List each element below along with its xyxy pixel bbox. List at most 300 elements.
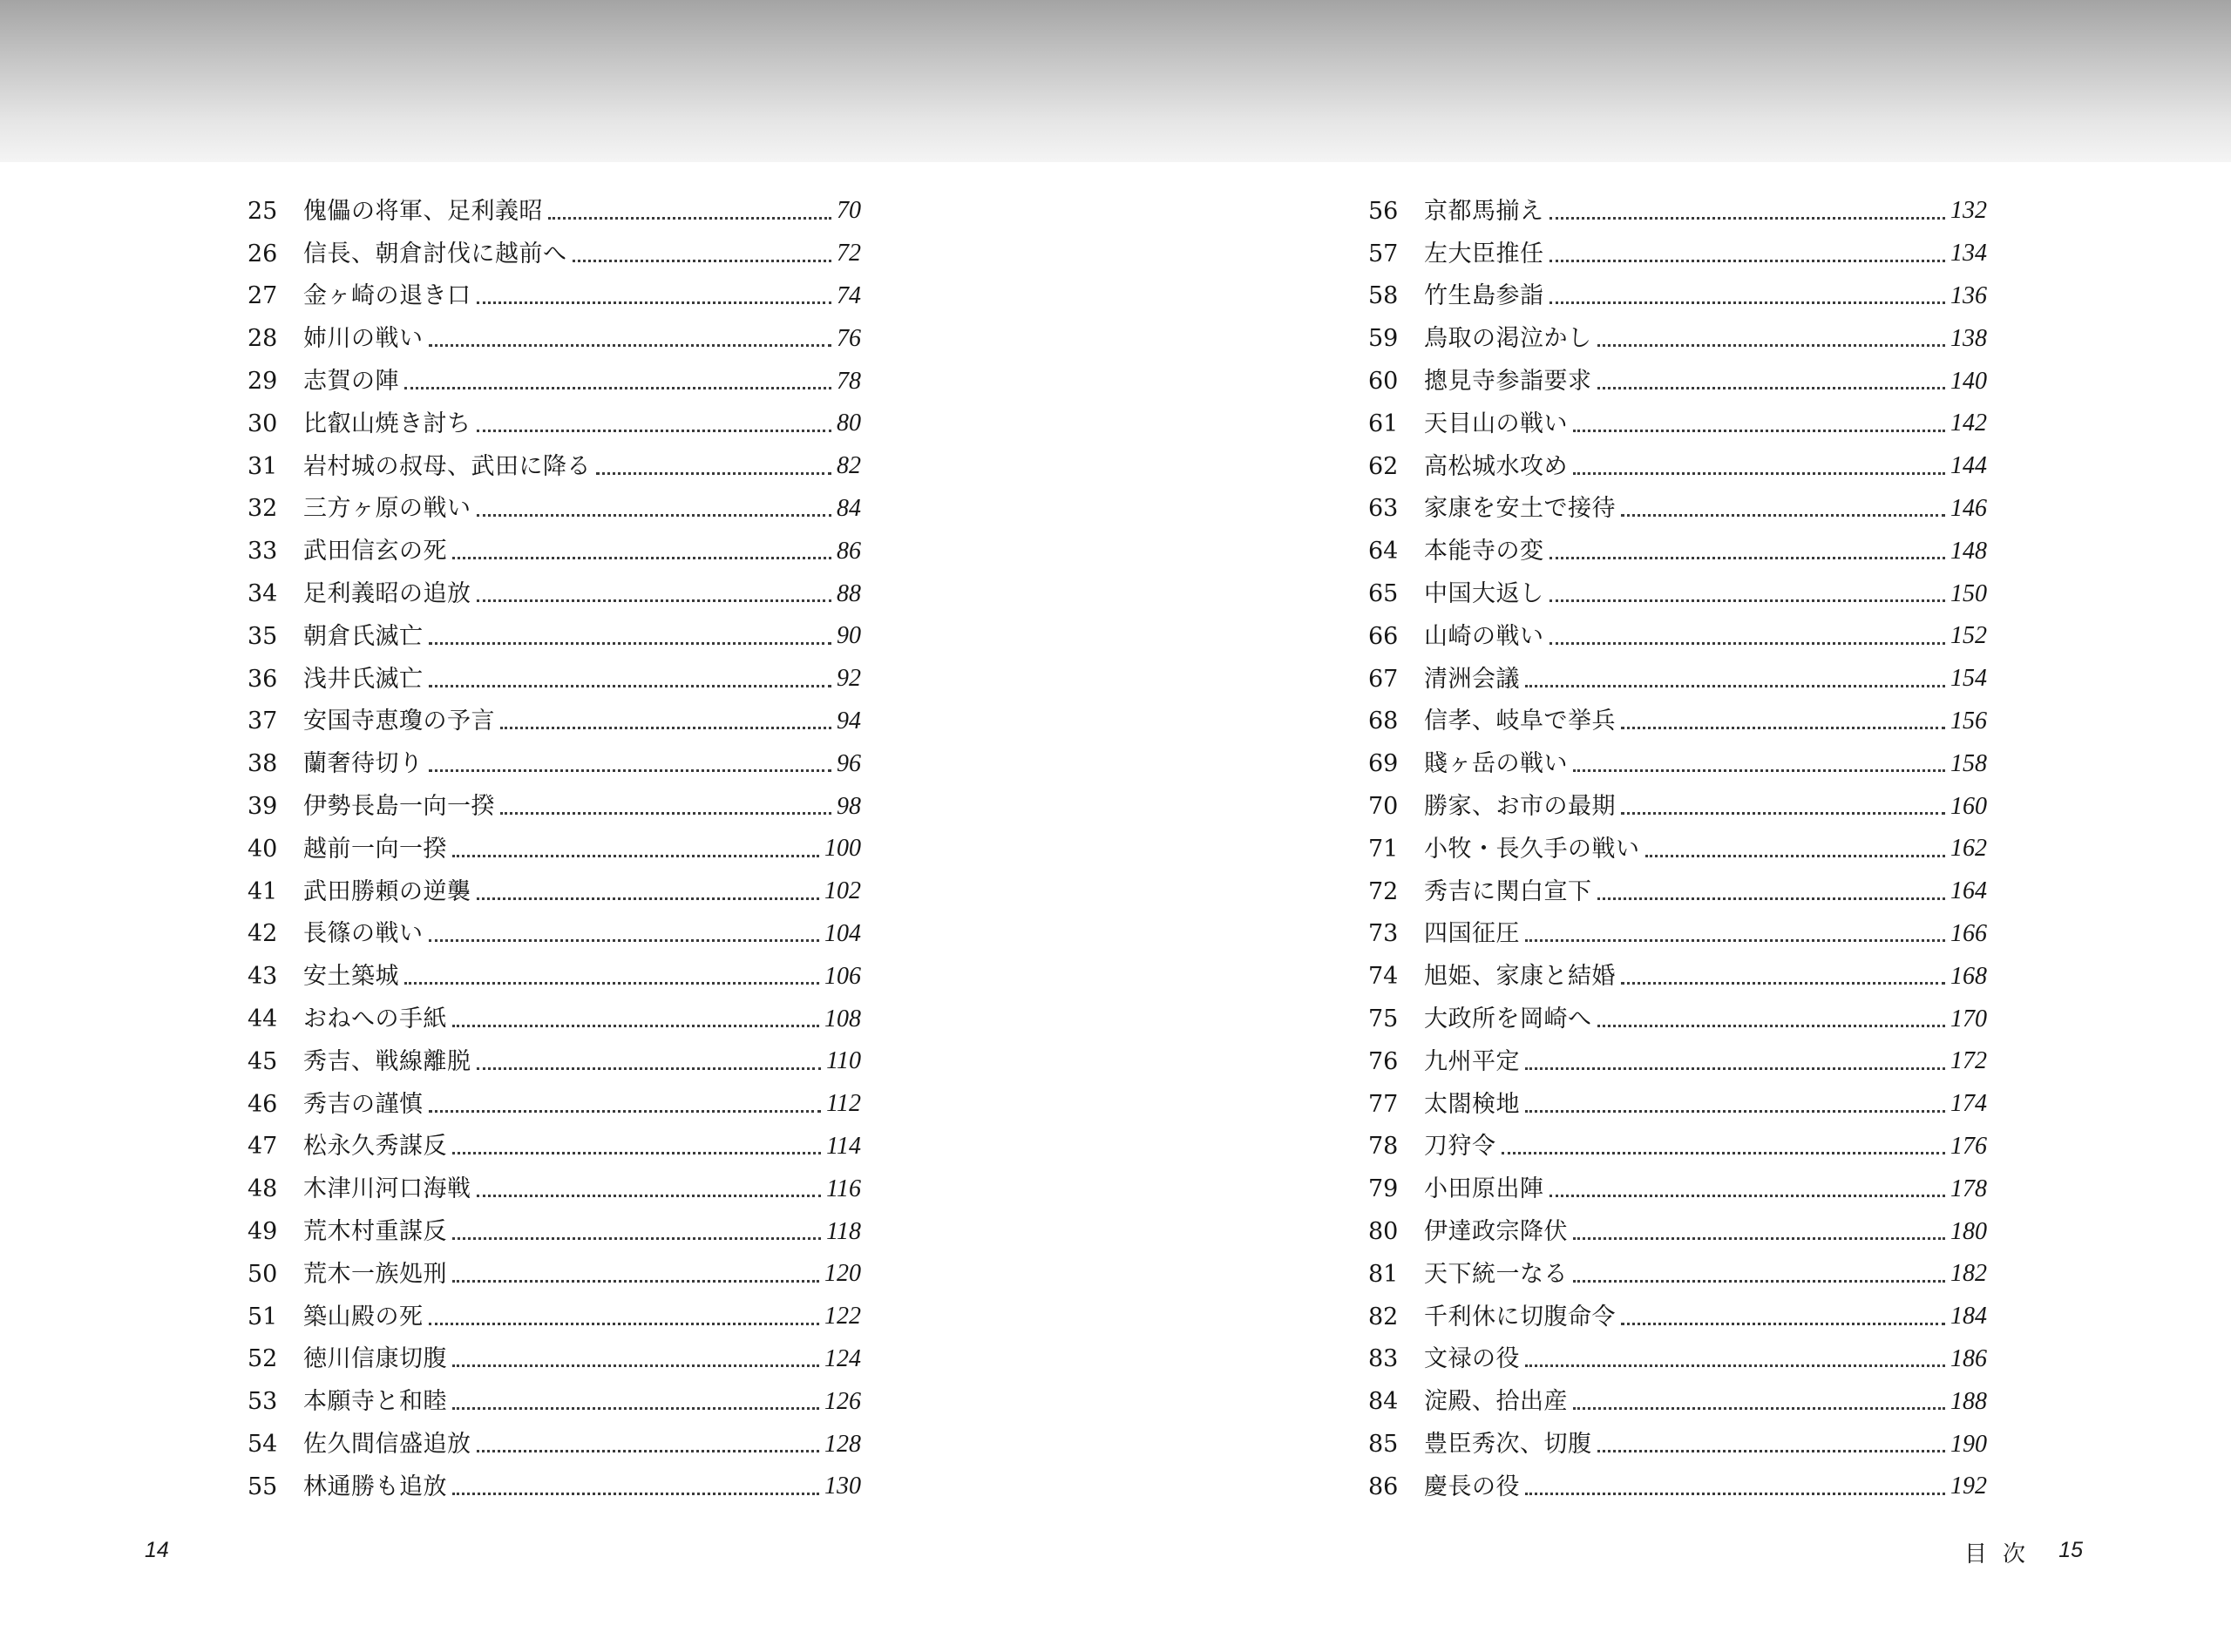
toc-entry-title: 摠見寺参詣要求 bbox=[1424, 368, 1592, 396]
toc-entry-number: 46 bbox=[248, 1090, 278, 1118]
toc-entry-number: 58 bbox=[1368, 282, 1399, 310]
toc-entry-title: 志賀の陣 bbox=[303, 368, 399, 396]
toc-entry-number: 64 bbox=[1368, 538, 1399, 565]
dot-leader bbox=[429, 685, 832, 687]
toc-entry-number: 40 bbox=[248, 835, 278, 863]
toc-entry-title: 武田勝頼の逆襲 bbox=[303, 877, 471, 905]
toc-entry-number: 81 bbox=[1368, 1260, 1399, 1288]
dot-leader bbox=[500, 812, 831, 815]
dot-leader bbox=[1573, 769, 1945, 772]
toc-entry-title: 山崎の戦い bbox=[1424, 622, 1544, 650]
toc-entry-title: 文禄の役 bbox=[1424, 1345, 1520, 1373]
toc-entry-page: 136 bbox=[1950, 281, 1987, 309]
toc-entry-page: 188 bbox=[1950, 1387, 1987, 1415]
toc-entry-page: 160 bbox=[1950, 792, 1987, 820]
toc-entry-title: 岩村城の叔母、武田に降る bbox=[303, 452, 591, 480]
toc-entry bbox=[248, 870, 861, 913]
page-number-left: 14 bbox=[145, 1538, 169, 1562]
dot-leader bbox=[1573, 1407, 1945, 1410]
toc-entry-number: 65 bbox=[1368, 580, 1399, 608]
toc-entry-number: 31 bbox=[248, 452, 278, 480]
toc-entry bbox=[248, 317, 861, 360]
dot-leader bbox=[452, 855, 819, 857]
toc-entry bbox=[1368, 1168, 1987, 1210]
toc-entry-page: 130 bbox=[824, 1473, 861, 1500]
toc-list-left bbox=[248, 190, 861, 1508]
toc-entry bbox=[1368, 955, 1987, 998]
toc-entry-title: 伊勢長島一向一揆 bbox=[303, 793, 495, 821]
toc-entry bbox=[1368, 1296, 1987, 1338]
dot-leader bbox=[452, 1407, 819, 1410]
toc-entry-page: 142 bbox=[1950, 410, 1987, 437]
toc-entry-page: 102 bbox=[824, 877, 861, 905]
dot-leader bbox=[1597, 1450, 1946, 1452]
toc-entry bbox=[1368, 530, 1987, 572]
toc-entry-number: 42 bbox=[248, 920, 278, 948]
dot-leader bbox=[429, 1110, 822, 1113]
toc-entry-page: 174 bbox=[1950, 1090, 1987, 1118]
dot-leader bbox=[477, 1067, 822, 1070]
dot-leader bbox=[1549, 260, 1946, 262]
toc-entry-number: 35 bbox=[248, 622, 278, 650]
toc-entry bbox=[1368, 317, 1987, 360]
toc-entry bbox=[248, 998, 861, 1040]
toc-entry-title: 足利義昭の追放 bbox=[303, 580, 471, 608]
toc-entry-page: 132 bbox=[1950, 197, 1987, 225]
toc-entry-page: 138 bbox=[1950, 324, 1987, 352]
toc-entry bbox=[1368, 233, 1987, 275]
toc-entry-title: 淀殿、拾出産 bbox=[1424, 1388, 1568, 1416]
toc-entry-title: 本能寺の変 bbox=[1424, 538, 1544, 565]
toc-entry-page: 156 bbox=[1950, 707, 1987, 735]
dot-leader bbox=[1621, 812, 1945, 815]
dot-leader bbox=[452, 1364, 819, 1367]
toc-entry-title: 清洲会議 bbox=[1424, 665, 1520, 693]
toc-entry-page: 98 bbox=[837, 792, 861, 820]
toc-entry bbox=[248, 742, 861, 785]
toc-entry-page: 178 bbox=[1950, 1175, 1987, 1202]
toc-entry-page: 90 bbox=[837, 622, 861, 650]
toc-entry-number: 86 bbox=[1368, 1473, 1399, 1500]
dot-leader bbox=[452, 1280, 819, 1283]
toc-entry-number: 26 bbox=[248, 240, 278, 267]
toc-entry-title: 三方ヶ原の戦い bbox=[303, 495, 471, 523]
dot-leader bbox=[429, 642, 832, 645]
toc-entry bbox=[248, 488, 861, 531]
toc-entry-title: 荒木一族処刑 bbox=[303, 1260, 447, 1288]
toc-entry-title: 越前一向一揆 bbox=[303, 835, 447, 863]
toc-entry bbox=[1368, 275, 1987, 318]
toc-entry bbox=[248, 1380, 861, 1423]
dot-leader bbox=[477, 1450, 820, 1452]
dot-leader bbox=[1549, 599, 1946, 602]
toc-entry-title: 鳥取の渇泣かし bbox=[1424, 325, 1592, 353]
toc-entry-number: 48 bbox=[248, 1175, 278, 1203]
toc-entry-title: 本願寺と和睦 bbox=[303, 1388, 447, 1416]
toc-entry bbox=[248, 530, 861, 572]
toc-entry-page: 118 bbox=[826, 1217, 861, 1245]
toc-entry-page: 96 bbox=[837, 749, 861, 777]
toc-entry-page: 80 bbox=[837, 410, 861, 437]
dot-leader bbox=[1502, 1152, 1946, 1154]
toc-entry-title: 木津川河口海戦 bbox=[303, 1175, 471, 1203]
toc-entry bbox=[1368, 701, 1987, 743]
toc-entry-number: 53 bbox=[248, 1388, 278, 1416]
toc-entry bbox=[248, 233, 861, 275]
toc-entry-page: 162 bbox=[1950, 835, 1987, 863]
toc-entry bbox=[1368, 870, 1987, 913]
toc-entry-number: 38 bbox=[248, 750, 278, 778]
page-number-right: 15 bbox=[2058, 1538, 2083, 1562]
toc-entry bbox=[248, 190, 861, 233]
toc-entry-title: 佐久間信盛追放 bbox=[303, 1431, 471, 1458]
dot-leader bbox=[1645, 855, 1946, 857]
toc-entry bbox=[248, 403, 861, 445]
toc-entry-page: 154 bbox=[1950, 665, 1987, 693]
toc-entry-page: 180 bbox=[1950, 1217, 1987, 1245]
toc-entry-page: 148 bbox=[1950, 537, 1987, 565]
dot-leader bbox=[477, 897, 820, 900]
toc-entry-page: 150 bbox=[1950, 579, 1987, 607]
toc-entry-page: 126 bbox=[824, 1387, 861, 1415]
toc-entry-number: 78 bbox=[1368, 1133, 1399, 1161]
toc-entry-title: 築山殿の死 bbox=[303, 1303, 424, 1330]
toc-entry-page: 182 bbox=[1950, 1260, 1987, 1288]
dot-leader bbox=[477, 599, 832, 602]
toc-entry-page: 94 bbox=[837, 707, 861, 735]
toc-entry-page: 176 bbox=[1950, 1132, 1987, 1160]
toc-entry-title: 勝家、お市の最期 bbox=[1424, 793, 1616, 821]
dot-leader bbox=[452, 1493, 819, 1495]
toc-entry-title: 松永久秀謀反 bbox=[303, 1133, 447, 1161]
toc-entry-number: 73 bbox=[1368, 920, 1399, 948]
toc-entry-title: 九州平定 bbox=[1424, 1047, 1520, 1075]
toc-entry-title: 小田原出陣 bbox=[1424, 1175, 1544, 1203]
dot-leader bbox=[429, 769, 832, 772]
toc-entry-page: 116 bbox=[826, 1175, 861, 1202]
toc-entry-title: 中国大返し bbox=[1424, 580, 1544, 608]
toc-entry bbox=[248, 572, 861, 615]
toc-entry-number: 61 bbox=[1368, 410, 1399, 437]
toc-entry-page: 122 bbox=[824, 1303, 861, 1330]
dot-leader bbox=[1549, 1195, 1946, 1197]
toc-entry-page: 108 bbox=[824, 1005, 861, 1032]
dot-leader bbox=[477, 514, 832, 517]
toc-entry bbox=[1368, 828, 1987, 870]
toc-entry-title: 刀狩令 bbox=[1424, 1133, 1496, 1161]
dot-leader bbox=[1573, 1237, 1945, 1240]
toc-entry bbox=[248, 1296, 861, 1338]
toc-entry bbox=[1368, 1423, 1987, 1466]
toc-entry bbox=[248, 828, 861, 870]
toc-entry-page: 170 bbox=[1950, 1005, 1987, 1032]
toc-entry-number: 70 bbox=[1368, 793, 1399, 821]
toc-entry bbox=[1368, 1126, 1987, 1168]
toc-entry-title: 蘭奢待切り bbox=[303, 750, 424, 778]
toc-entry-title: 天下統一なる bbox=[1424, 1260, 1568, 1288]
dot-leader bbox=[1549, 642, 1946, 645]
toc-entry-number: 80 bbox=[1368, 1218, 1399, 1246]
toc-entry-title: 林通勝も追放 bbox=[303, 1473, 447, 1500]
dot-leader bbox=[1549, 301, 1946, 304]
toc-entry-number: 25 bbox=[248, 197, 278, 225]
toc-entry bbox=[248, 1168, 861, 1210]
toc-entry bbox=[1368, 1338, 1987, 1381]
toc-entry-title: 天目山の戦い bbox=[1424, 410, 1568, 437]
toc-entry-page: 152 bbox=[1950, 622, 1987, 650]
toc-entry bbox=[248, 1083, 861, 1126]
toc-entry-page: 82 bbox=[837, 452, 861, 480]
toc-entry-number: 56 bbox=[1368, 197, 1399, 225]
toc-entry-page: 70 bbox=[837, 197, 861, 225]
toc-entry-title: 豊臣秀次、切腹 bbox=[1424, 1431, 1592, 1458]
toc-entry-number: 52 bbox=[248, 1345, 278, 1373]
toc-entry bbox=[1368, 488, 1987, 531]
toc-entry bbox=[1368, 445, 1987, 488]
toc-entry-title: 大政所を岡崎へ bbox=[1424, 1005, 1592, 1033]
toc-entry-number: 28 bbox=[248, 325, 278, 353]
toc-entry-title: 左大臣推任 bbox=[1424, 240, 1544, 267]
toc-entry-number: 51 bbox=[248, 1303, 278, 1330]
toc-entry-page: 140 bbox=[1950, 367, 1987, 395]
toc-entry-page: 192 bbox=[1950, 1473, 1987, 1500]
toc-entry-number: 74 bbox=[1368, 963, 1399, 991]
dot-leader bbox=[477, 430, 832, 432]
dot-leader bbox=[452, 1025, 819, 1027]
toc-entry-page: 84 bbox=[837, 494, 861, 522]
toc-entry-title: 竹生島参詣 bbox=[1424, 282, 1544, 310]
toc-entry bbox=[1368, 572, 1987, 615]
toc-entry-page: 72 bbox=[837, 240, 861, 267]
toc-entry-title: 秀吉、戦線離脱 bbox=[303, 1047, 471, 1075]
toc-entry bbox=[1368, 190, 1987, 233]
toc-entry-page: 144 bbox=[1950, 452, 1987, 480]
toc-entry bbox=[248, 1253, 861, 1296]
dot-leader bbox=[1525, 1364, 1945, 1367]
toc-entry bbox=[1368, 403, 1987, 445]
toc-entry-page: 120 bbox=[824, 1260, 861, 1288]
dot-leader bbox=[1621, 514, 1945, 517]
toc-entry bbox=[1368, 1466, 1987, 1508]
toc-entry-page: 172 bbox=[1950, 1047, 1987, 1075]
toc-entry-title: おねへの手紙 bbox=[303, 1005, 447, 1033]
dot-leader bbox=[1525, 939, 1945, 942]
toc-entry-number: 45 bbox=[248, 1047, 278, 1075]
toc-entry-title: 安国寺恵瓊の予言 bbox=[303, 708, 495, 735]
toc-entry-number: 54 bbox=[248, 1431, 278, 1458]
toc-entry-number: 75 bbox=[1368, 1005, 1399, 1033]
toc-entry bbox=[1368, 360, 1987, 403]
dot-leader bbox=[1525, 1110, 1945, 1113]
toc-entry-number: 32 bbox=[248, 495, 278, 523]
toc-entry-number: 83 bbox=[1368, 1345, 1399, 1373]
toc-entry-title: 徳川信康切腹 bbox=[303, 1345, 447, 1373]
toc-entry-page: 74 bbox=[837, 281, 861, 309]
toc-entry-title: 傀儡の将軍、足利義昭 bbox=[303, 197, 543, 225]
dot-leader bbox=[1597, 897, 1946, 900]
toc-entry-number: 59 bbox=[1368, 325, 1399, 353]
toc-entry-title: 伊達政宗降伏 bbox=[1424, 1218, 1568, 1246]
toc-entry-title: 千利休に切腹命令 bbox=[1424, 1303, 1616, 1330]
dot-leader bbox=[452, 1237, 821, 1240]
toc-entry-page: 104 bbox=[824, 919, 861, 947]
dot-leader bbox=[429, 1323, 820, 1325]
toc-entry-page: 100 bbox=[824, 835, 861, 863]
dot-leader bbox=[1525, 685, 1945, 687]
toc-entry bbox=[248, 658, 861, 701]
dot-leader bbox=[1597, 344, 1946, 347]
toc-entry-number: 36 bbox=[248, 665, 278, 693]
toc-entry-page: 164 bbox=[1950, 877, 1987, 905]
toc-entry-title: 小牧・長久手の戦い bbox=[1424, 835, 1640, 863]
toc-entry-number: 71 bbox=[1368, 835, 1399, 863]
toc-entry bbox=[248, 1040, 861, 1083]
toc-entry bbox=[1368, 1210, 1987, 1253]
toc-entry-number: 82 bbox=[1368, 1303, 1399, 1330]
dot-leader bbox=[1525, 1493, 1945, 1495]
toc-entry bbox=[1368, 1380, 1987, 1423]
toc-entry-number: 43 bbox=[248, 963, 278, 991]
toc-entry-number: 63 bbox=[1368, 495, 1399, 523]
toc-entry-title: 太閤検地 bbox=[1424, 1090, 1520, 1118]
running-head: 目次 bbox=[1963, 1541, 2041, 1567]
dot-leader bbox=[429, 344, 832, 347]
dot-leader bbox=[477, 1195, 822, 1197]
toc-entry-number: 30 bbox=[248, 410, 278, 437]
toc-entry-page: 168 bbox=[1950, 962, 1987, 990]
toc-entry-number: 68 bbox=[1368, 708, 1399, 735]
toc-entry-title: 安土築城 bbox=[303, 963, 399, 991]
dot-leader bbox=[500, 727, 831, 729]
toc-entry-number: 44 bbox=[248, 1005, 278, 1033]
toc-entry bbox=[1368, 1253, 1987, 1296]
toc-entry-page: 184 bbox=[1950, 1303, 1987, 1330]
toc-entry-title: 秀吉に関白宣下 bbox=[1424, 877, 1592, 905]
toc-entry-title: 四国征圧 bbox=[1424, 920, 1520, 948]
toc-entry-number: 85 bbox=[1368, 1431, 1399, 1458]
toc-entry bbox=[248, 701, 861, 743]
dot-leader bbox=[477, 301, 832, 304]
dot-leader bbox=[596, 472, 831, 475]
toc-entry-page: 128 bbox=[824, 1430, 861, 1458]
toc-entry bbox=[248, 615, 861, 658]
dot-leader bbox=[1597, 1025, 1946, 1027]
toc-entry bbox=[248, 955, 861, 998]
dot-leader bbox=[452, 1152, 821, 1154]
toc-entry-number: 27 bbox=[248, 282, 278, 310]
dot-leader bbox=[404, 982, 819, 985]
toc-entry-number: 34 bbox=[248, 580, 278, 608]
toc-entry-page: 158 bbox=[1950, 749, 1987, 777]
toc-entry-number: 69 bbox=[1368, 750, 1399, 778]
toc-entry bbox=[1368, 913, 1987, 956]
toc-entry-page: 86 bbox=[837, 537, 861, 565]
toc-entry-page: 92 bbox=[837, 665, 861, 693]
toc-entry bbox=[248, 275, 861, 318]
toc-entry bbox=[1368, 785, 1987, 828]
dot-leader bbox=[452, 557, 831, 559]
toc-entry bbox=[1368, 1083, 1987, 1126]
toc-entry-number: 77 bbox=[1368, 1090, 1399, 1118]
toc-entry-page: 78 bbox=[837, 367, 861, 395]
toc-entry-number: 67 bbox=[1368, 665, 1399, 693]
toc-entry bbox=[1368, 1040, 1987, 1083]
toc-entry-page: 110 bbox=[826, 1047, 861, 1075]
toc-entry-title: 家康を安土で接待 bbox=[1424, 495, 1616, 523]
dot-leader bbox=[1573, 472, 1945, 475]
toc-entry-number: 62 bbox=[1368, 452, 1399, 480]
toc-entry bbox=[1368, 615, 1987, 658]
toc-entry-number: 57 bbox=[1368, 240, 1399, 267]
toc-entry-title: 秀吉の謹慎 bbox=[303, 1090, 424, 1118]
dot-leader bbox=[1621, 727, 1945, 729]
toc-entry bbox=[248, 1126, 861, 1168]
toc-entry bbox=[248, 445, 861, 488]
toc-entry-title: 比叡山焼き討ち bbox=[303, 410, 471, 437]
toc-entry-page: 146 bbox=[1950, 494, 1987, 522]
toc-entry-number: 72 bbox=[1368, 877, 1399, 905]
toc-entry-page: 114 bbox=[826, 1132, 861, 1160]
toc-entry-page: 134 bbox=[1950, 240, 1987, 267]
toc-entry-page: 186 bbox=[1950, 1344, 1987, 1372]
dot-leader bbox=[1621, 982, 1945, 985]
toc-entry-title: 姉川の戦い bbox=[303, 325, 424, 353]
toc-entry-title: 京都馬揃え bbox=[1424, 197, 1544, 225]
right-page bbox=[1116, 0, 2231, 1652]
dot-leader bbox=[1573, 1280, 1945, 1283]
dot-leader bbox=[404, 387, 831, 389]
dot-leader bbox=[1621, 1323, 1945, 1325]
toc-entry bbox=[248, 360, 861, 403]
toc-entry-number: 47 bbox=[248, 1133, 278, 1161]
toc-entry bbox=[248, 1338, 861, 1381]
toc-list-right bbox=[1368, 190, 1987, 1508]
toc-entry bbox=[248, 785, 861, 828]
dot-leader bbox=[1525, 1067, 1945, 1070]
toc-entry bbox=[1368, 998, 1987, 1040]
toc-entry-number: 84 bbox=[1368, 1388, 1399, 1416]
toc-entry-number: 49 bbox=[248, 1218, 278, 1246]
toc-entry-page: 106 bbox=[824, 962, 861, 990]
dot-leader bbox=[1597, 387, 1946, 389]
toc-entry-page: 166 bbox=[1950, 919, 1987, 947]
toc-entry-number: 60 bbox=[1368, 368, 1399, 396]
toc-entry-number: 41 bbox=[248, 877, 278, 905]
toc-entry-title: 金ヶ崎の退き口 bbox=[303, 282, 471, 310]
toc-entry-title: 信孝、岐阜で挙兵 bbox=[1424, 708, 1616, 735]
dot-leader bbox=[1549, 557, 1946, 559]
toc-entry-title: 賤ヶ岳の戦い bbox=[1424, 750, 1568, 778]
toc-entry bbox=[248, 1210, 861, 1253]
toc-entry-title: 旭姫、家康と結婚 bbox=[1424, 963, 1616, 991]
toc-entry bbox=[248, 913, 861, 956]
toc-entry-title: 朝倉氏滅亡 bbox=[303, 622, 424, 650]
toc-entry-page: 124 bbox=[824, 1344, 861, 1372]
toc-entry-page: 88 bbox=[837, 579, 861, 607]
toc-entry-page: 190 bbox=[1950, 1430, 1987, 1458]
dot-leader bbox=[548, 217, 831, 220]
toc-entry-page: 76 bbox=[837, 324, 861, 352]
toc-entry-title: 慶長の役 bbox=[1424, 1473, 1520, 1500]
toc-entry-number: 55 bbox=[248, 1473, 278, 1500]
toc-entry-number: 37 bbox=[248, 708, 278, 735]
toc-entry-number: 76 bbox=[1368, 1047, 1399, 1075]
toc-entry-page: 112 bbox=[826, 1090, 861, 1118]
dot-leader bbox=[573, 260, 832, 262]
toc-entry-number: 33 bbox=[248, 538, 278, 565]
toc-entry bbox=[1368, 742, 1987, 785]
toc-entry bbox=[248, 1423, 861, 1466]
